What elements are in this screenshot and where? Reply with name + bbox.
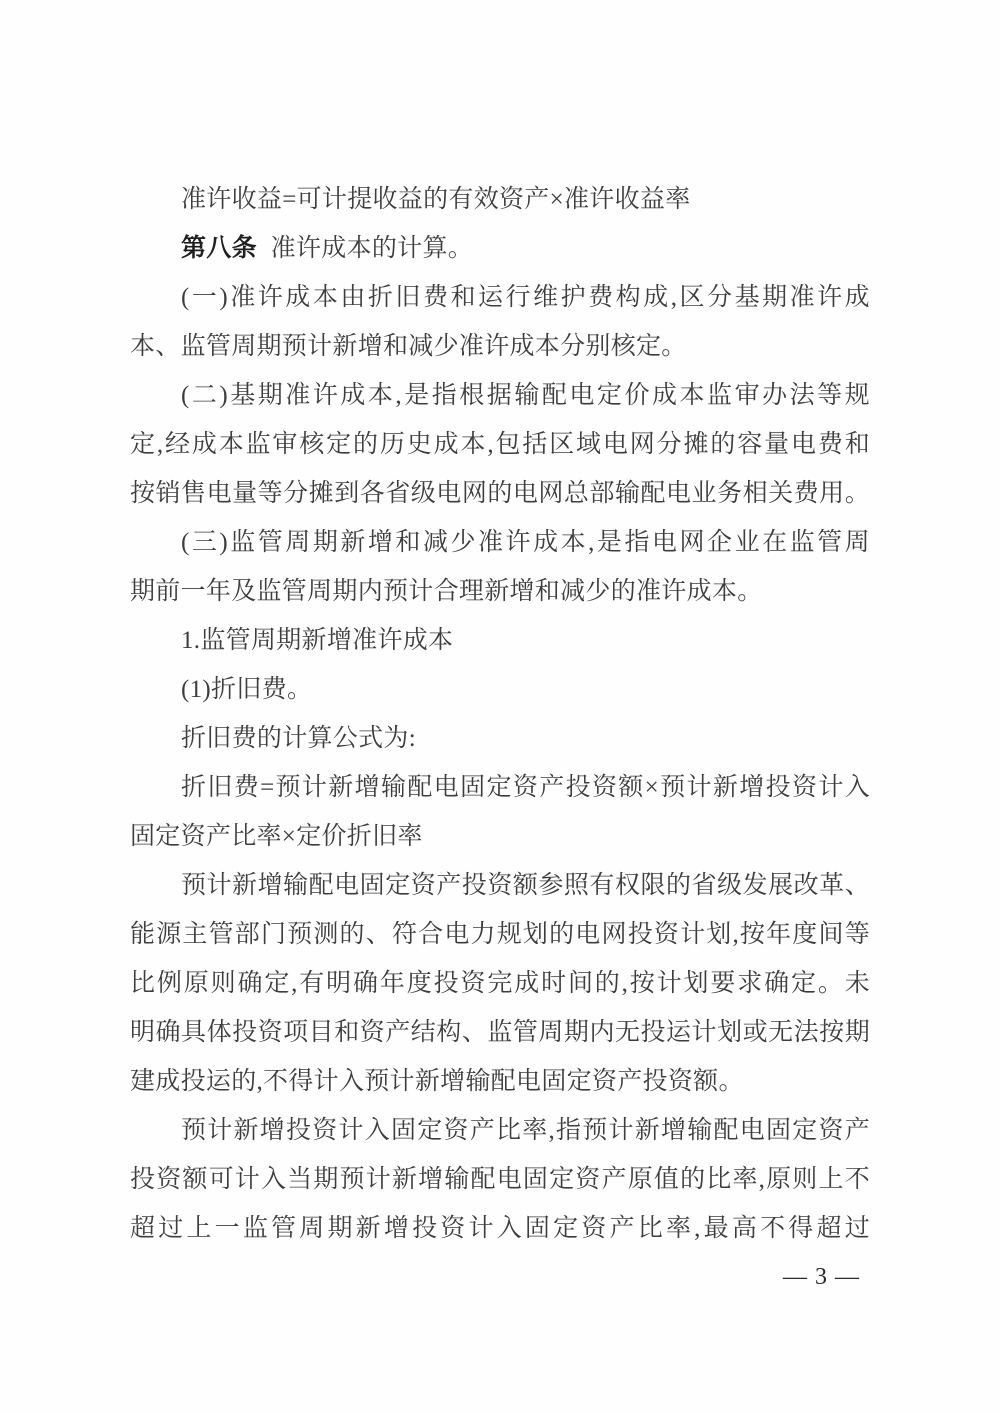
text-line xyxy=(130,616,870,665)
text-line xyxy=(130,322,870,371)
line-text: 固定资产比率×定价折旧率 xyxy=(130,823,423,850)
text-line xyxy=(130,1106,870,1155)
line-text: 定,经成本监审核定的历史成本,包括区域电网分摊的容量电费和 xyxy=(130,431,870,458)
text-line xyxy=(130,1204,870,1253)
line-text: 折旧费的计算公式为: xyxy=(181,725,416,752)
line-text: 投资额可计入当期预计新增输配电固定资产原值的比率,原则上不 xyxy=(130,1166,870,1193)
line-text: 能源主管部门预测的、符合电力规划的电网投资计划,按年度间等 xyxy=(130,921,870,948)
line-text: (三)监管周期新增和减少准许成本,是指电网企业在监管周 xyxy=(181,529,870,556)
line-text: 按销售电量等分摊到各省级电网的电网总部输配电业务相关费用。 xyxy=(130,480,870,507)
text-line xyxy=(130,763,870,812)
line-text: 准许收益=可计提收益的有效资产×准许收益率 xyxy=(181,186,691,213)
text-line xyxy=(130,420,870,469)
text-line xyxy=(130,861,870,910)
text-line xyxy=(130,469,870,518)
line-text: 准许成本的计算。 xyxy=(270,235,474,262)
text-line xyxy=(130,910,870,959)
text-line xyxy=(130,1008,870,1057)
line-text: 1.监管周期新增准许成本 xyxy=(181,627,454,654)
line-text: 期前一年及监管周期内预计合理新增和减少的准许成本。 xyxy=(130,578,763,605)
text-line xyxy=(130,175,870,224)
article-number: 第八条 xyxy=(181,234,257,262)
line-text: 比例原则确定,有明确年度投资完成时间的,按计划要求确定。未 xyxy=(130,970,870,997)
line-text: (一)准许成本由折旧费和运行维护费构成,区分基期准许成 xyxy=(181,284,870,311)
text-line xyxy=(130,714,870,763)
document-body xyxy=(130,175,870,1253)
line-text: 折旧费=预计新增输配电固定资产投资额×预计新增投资计入 xyxy=(181,774,870,801)
line-text: (1)折旧费。 xyxy=(181,676,313,703)
line-text: 建成投运的,不得计入预计新增输配电固定资产投资额。 xyxy=(130,1068,744,1095)
text-line xyxy=(130,959,870,1008)
text-line xyxy=(130,567,870,616)
text-line xyxy=(130,812,870,861)
text-line xyxy=(130,371,870,420)
text-line xyxy=(130,518,870,567)
line-text: 预计新增输配电固定资产投资额参照有权限的省级发展改革、 xyxy=(181,872,870,899)
line-text: 明确具体投资项目和资产结构、监管周期内无投运计划或无法按期 xyxy=(130,1019,870,1046)
text-line xyxy=(130,665,870,714)
text-line xyxy=(130,273,870,322)
line-text: 本、监管周期预计新增和减少准许成本分别核定。 xyxy=(130,333,687,360)
text-line xyxy=(130,224,870,273)
line-text: 超过上一监管周期新增投资计入固定资产比率,最高不得超过 xyxy=(130,1215,870,1242)
line-text: 预计新增投资计入固定资产比率,指预计新增输配电固定资产 xyxy=(181,1117,870,1144)
line-text: (二)基期准许成本,是指根据输配电定价成本监审办法等规 xyxy=(181,382,870,409)
text-line xyxy=(130,1155,870,1204)
page-number: — 3 — xyxy=(783,1264,860,1290)
text-line xyxy=(130,1057,870,1106)
